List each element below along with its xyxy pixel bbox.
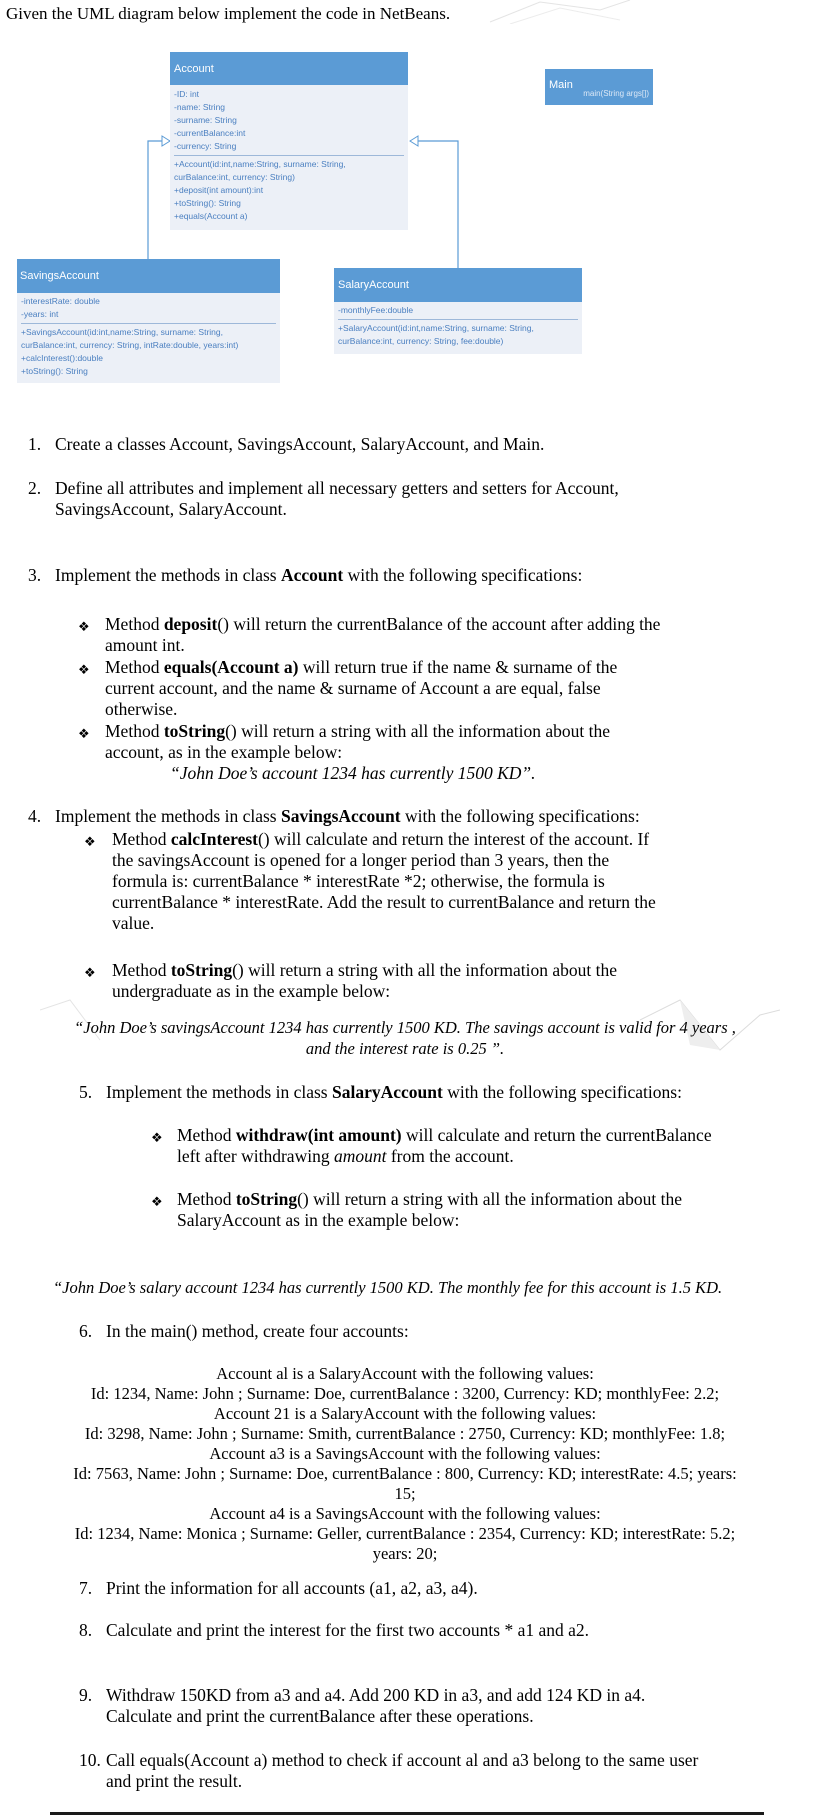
account-line: Id: 1234, Name: John ; Surname: Doe, currentBalance : 3200, Currency: KD; monthlyFee: 2.2;	[90, 1384, 720, 1403]
uml-class-title: Account	[170, 52, 408, 85]
question-number: 3.	[28, 565, 42, 585]
account-line: Id: 7563, Name: John ; Surname: Doe, currentBalance : 800, Currency: KD; interestRate: 4.5; years:	[73, 1464, 737, 1483]
question-text: Create a classes Account, SavingsAccount, SalaryAccount, and Main.	[55, 434, 545, 454]
uml-method: curBalance:int, currency: String, fee:double)	[338, 336, 504, 346]
uml-class-title: SavingsAccount	[17, 259, 280, 293]
bullet-text: currentBalance * interestRate. Add the result to currentBalance and return the	[112, 892, 656, 912]
question-4	[28, 806, 640, 827]
class-name: Account	[281, 565, 344, 585]
bullet-text: Method	[105, 657, 164, 677]
question-text: Calculate and print the currentBalance after these operations.	[106, 1706, 534, 1726]
question-text: In the main() method, create four accounts:	[106, 1321, 409, 1341]
bullet-text: undergraduate as in the example below:	[112, 981, 391, 1001]
bullet-text: from the account.	[386, 1146, 514, 1166]
uml-attr: -interestRate: double	[21, 296, 100, 306]
bullet-text: () will return a string with all the information about the	[232, 960, 617, 980]
question-number: 2.	[28, 478, 42, 498]
uml-method: +calcInterest():double	[21, 353, 103, 363]
question-number: 9.	[79, 1685, 93, 1705]
method-name: calcInterest	[170, 829, 258, 849]
bullet-text: Method	[105, 721, 164, 741]
bullet-text: Method	[177, 1189, 236, 1209]
diamond-bullet-icon: ❖	[78, 619, 90, 634]
uml-method: +equals(Account a)	[174, 211, 248, 221]
bullet-text: will return true if the name & surname of the	[298, 657, 618, 677]
account-line: Account a3 is a SavingsAccount with the following values:	[209, 1444, 601, 1463]
uml-class-title: SalaryAccount	[334, 268, 582, 302]
uml-method: +toString(): String	[174, 198, 241, 208]
class-name: SalaryAccount	[332, 1082, 443, 1102]
question-number: 8.	[79, 1620, 93, 1640]
bullet-text: () will calculate and return the interest of the account. If	[257, 829, 650, 849]
uml-class-main	[545, 69, 653, 105]
question-number: 10.	[79, 1750, 101, 1770]
uml-method: +deposit(int amount):int	[174, 185, 264, 195]
bullet-text: formula is: currentBalance * interestRate *2; otherwise, the formula is	[112, 871, 605, 891]
account-line: 15;	[394, 1484, 416, 1503]
example-text: “John Doe’s savingsAccount 1234 has currently 1500 KD. The savings account is valid for 4 years ,	[74, 1018, 736, 1037]
question-text: with the following specifications:	[442, 1082, 682, 1102]
bullet-text: () will return the currentBalance of the account after adding the	[217, 614, 661, 634]
question-9	[79, 1685, 646, 1726]
uml-attr: -years: int	[21, 309, 59, 319]
example-text: and the interest rate is 0.25 ”.	[305, 1039, 505, 1058]
method-name: deposit	[163, 614, 218, 634]
method-name: withdraw(int amount)	[235, 1125, 402, 1145]
uml-method: main(String args[])	[583, 89, 649, 98]
uml-attr: -currentBalance:int	[174, 128, 246, 138]
uml-attr: -ID: int	[174, 89, 200, 99]
uml-method: curBalance:int, currency: String, intRate:double, years:int)	[21, 340, 239, 350]
question-text: Calculate and print the interest for the first two accounts * a1 and a2.	[106, 1620, 590, 1640]
uml-class-salary	[334, 268, 582, 354]
diamond-bullet-icon: ❖	[151, 1194, 163, 1209]
param-name: amount	[333, 1146, 387, 1166]
uml-divider	[21, 323, 276, 324]
question-5	[79, 1082, 682, 1103]
question-text: and print the result.	[106, 1771, 243, 1791]
uml-attr: -name: String	[174, 102, 226, 112]
bullet-text: Method	[177, 1125, 236, 1145]
question-8	[79, 1620, 590, 1641]
question-text: Implement the methods in class	[55, 806, 281, 826]
uml-method: curBalance:int, currency: String)	[174, 172, 295, 182]
uml-connectors	[0, 0, 819, 290]
uml-divider	[338, 319, 578, 320]
bullet-text: Method	[112, 829, 171, 849]
diamond-bullet-icon: ❖	[151, 1130, 163, 1145]
method-name: toString	[170, 960, 233, 980]
question-number: 5.	[79, 1082, 93, 1102]
question-text: Implement the methods in class	[106, 1082, 332, 1102]
uml-method: +toString(): String	[21, 366, 88, 376]
question-text: SavingsAccount, SalaryAccount.	[55, 499, 287, 519]
question-1	[28, 434, 545, 455]
bullet-text: () will return a string with all the information about the	[225, 721, 610, 741]
bullet-text: amount int.	[105, 635, 185, 655]
question-number: 6.	[79, 1321, 93, 1341]
question-text: Implement the methods in class	[55, 565, 281, 585]
intro-text: Given the UML diagram below implement the code in NetBeans.	[6, 4, 451, 23]
question-10	[79, 1750, 699, 1791]
question-text: with the following specifications:	[343, 565, 583, 585]
method-name: toString	[163, 721, 226, 741]
uml-divider	[174, 155, 404, 156]
account-definitions	[35, 1364, 775, 1564]
question-2	[28, 478, 619, 519]
question-text: with the following specifications:	[400, 806, 640, 826]
uml-class-title: Main	[545, 69, 653, 89]
q5-example	[53, 1277, 722, 1298]
question-3	[28, 565, 583, 586]
bullet-text: SalaryAccount as in the example below:	[177, 1210, 460, 1230]
account-line: years: 20;	[372, 1544, 438, 1563]
diamond-bullet-icon: ❖	[84, 965, 96, 980]
bullet-text: will calculate and return the currentBalance	[401, 1125, 712, 1145]
account-line: Id: 1234, Name: Monica ; Surname: Geller, currentBalance : 2354, Currency: KD; interestRate: 5.2;	[74, 1524, 736, 1543]
example-text: “John Doe’s account 1234 has currently 1500 KD”.	[170, 763, 536, 783]
question-6	[79, 1321, 409, 1342]
bullet-text: account, as in the example below:	[105, 742, 343, 762]
uml-attr: -currency: String	[174, 141, 237, 151]
account-line: Id: 3298, Name: John ; Surname: Smith, currentBalance : 2750, Currency: KD; monthlyFee: 1.8;	[84, 1424, 726, 1443]
question-text: Print the information for all accounts (a1, a2, a3, a4).	[106, 1578, 478, 1598]
question-text: Withdraw 150KD from a3 and a4. Add 200 KD in a3, and add 124 KD in a4.	[106, 1685, 646, 1705]
diamond-bullet-icon: ❖	[78, 726, 90, 741]
uml-attr: -surname: String	[174, 115, 237, 125]
uml-class-savings	[17, 259, 280, 383]
bullet-text: otherwise.	[105, 699, 178, 719]
bullet-text: Method	[105, 614, 164, 634]
question-number: 4.	[28, 806, 42, 826]
q4-example	[50, 1017, 760, 1059]
bullet-text: Method	[112, 960, 171, 980]
account-line: Account a4 is a SavingsAccount with the following values:	[209, 1504, 601, 1523]
uml-method: +Account(id:int,name:String, surname: String,	[174, 159, 346, 169]
bullet-text: () will return a string with all the information about the	[297, 1189, 682, 1209]
diamond-bullet-icon: ❖	[78, 662, 90, 677]
method-name: toString	[235, 1189, 298, 1209]
account-line: Account al is a SalaryAccount with the following values:	[216, 1364, 594, 1383]
uml-class-account	[170, 52, 408, 230]
method-name: equals(Account a)	[163, 657, 299, 677]
uml-method: +SavingsAccount(id:int,name:String, surname: String,	[21, 327, 223, 337]
question-text: Define all attributes and implement all necessary getters and setters for Account,	[55, 478, 619, 498]
class-name: SavingsAccount	[281, 806, 401, 826]
example-text: “John Doe’s salary account 1234 has currently 1500 KD. The monthly fee for this account is 1.5 KD.	[53, 1278, 723, 1297]
bullet-text: current account, and the name & surname of Account a are equal, false	[105, 678, 601, 698]
question-number: 1.	[28, 434, 42, 454]
bullet-text: left after withdrawing	[177, 1146, 334, 1166]
question-number: 7.	[79, 1578, 93, 1598]
account-line: Account 21 is a SalaryAccount with the following values:	[213, 1404, 597, 1423]
bullet-text: value.	[112, 913, 155, 933]
bullet-text: the savingsAccount is opened for a longer period than 3 years, then the	[112, 850, 610, 870]
question-7	[79, 1578, 478, 1599]
bottom-rule	[50, 1812, 764, 1815]
uml-method: +SalaryAccount(id:int,name:String, surname: String,	[338, 323, 534, 333]
uml-attr: -monthlyFee:double	[338, 305, 414, 315]
question-text: Call equals(Account a) method to check if account al and a3 belong to the same user	[106, 1750, 699, 1770]
diamond-bullet-icon: ❖	[84, 834, 96, 849]
